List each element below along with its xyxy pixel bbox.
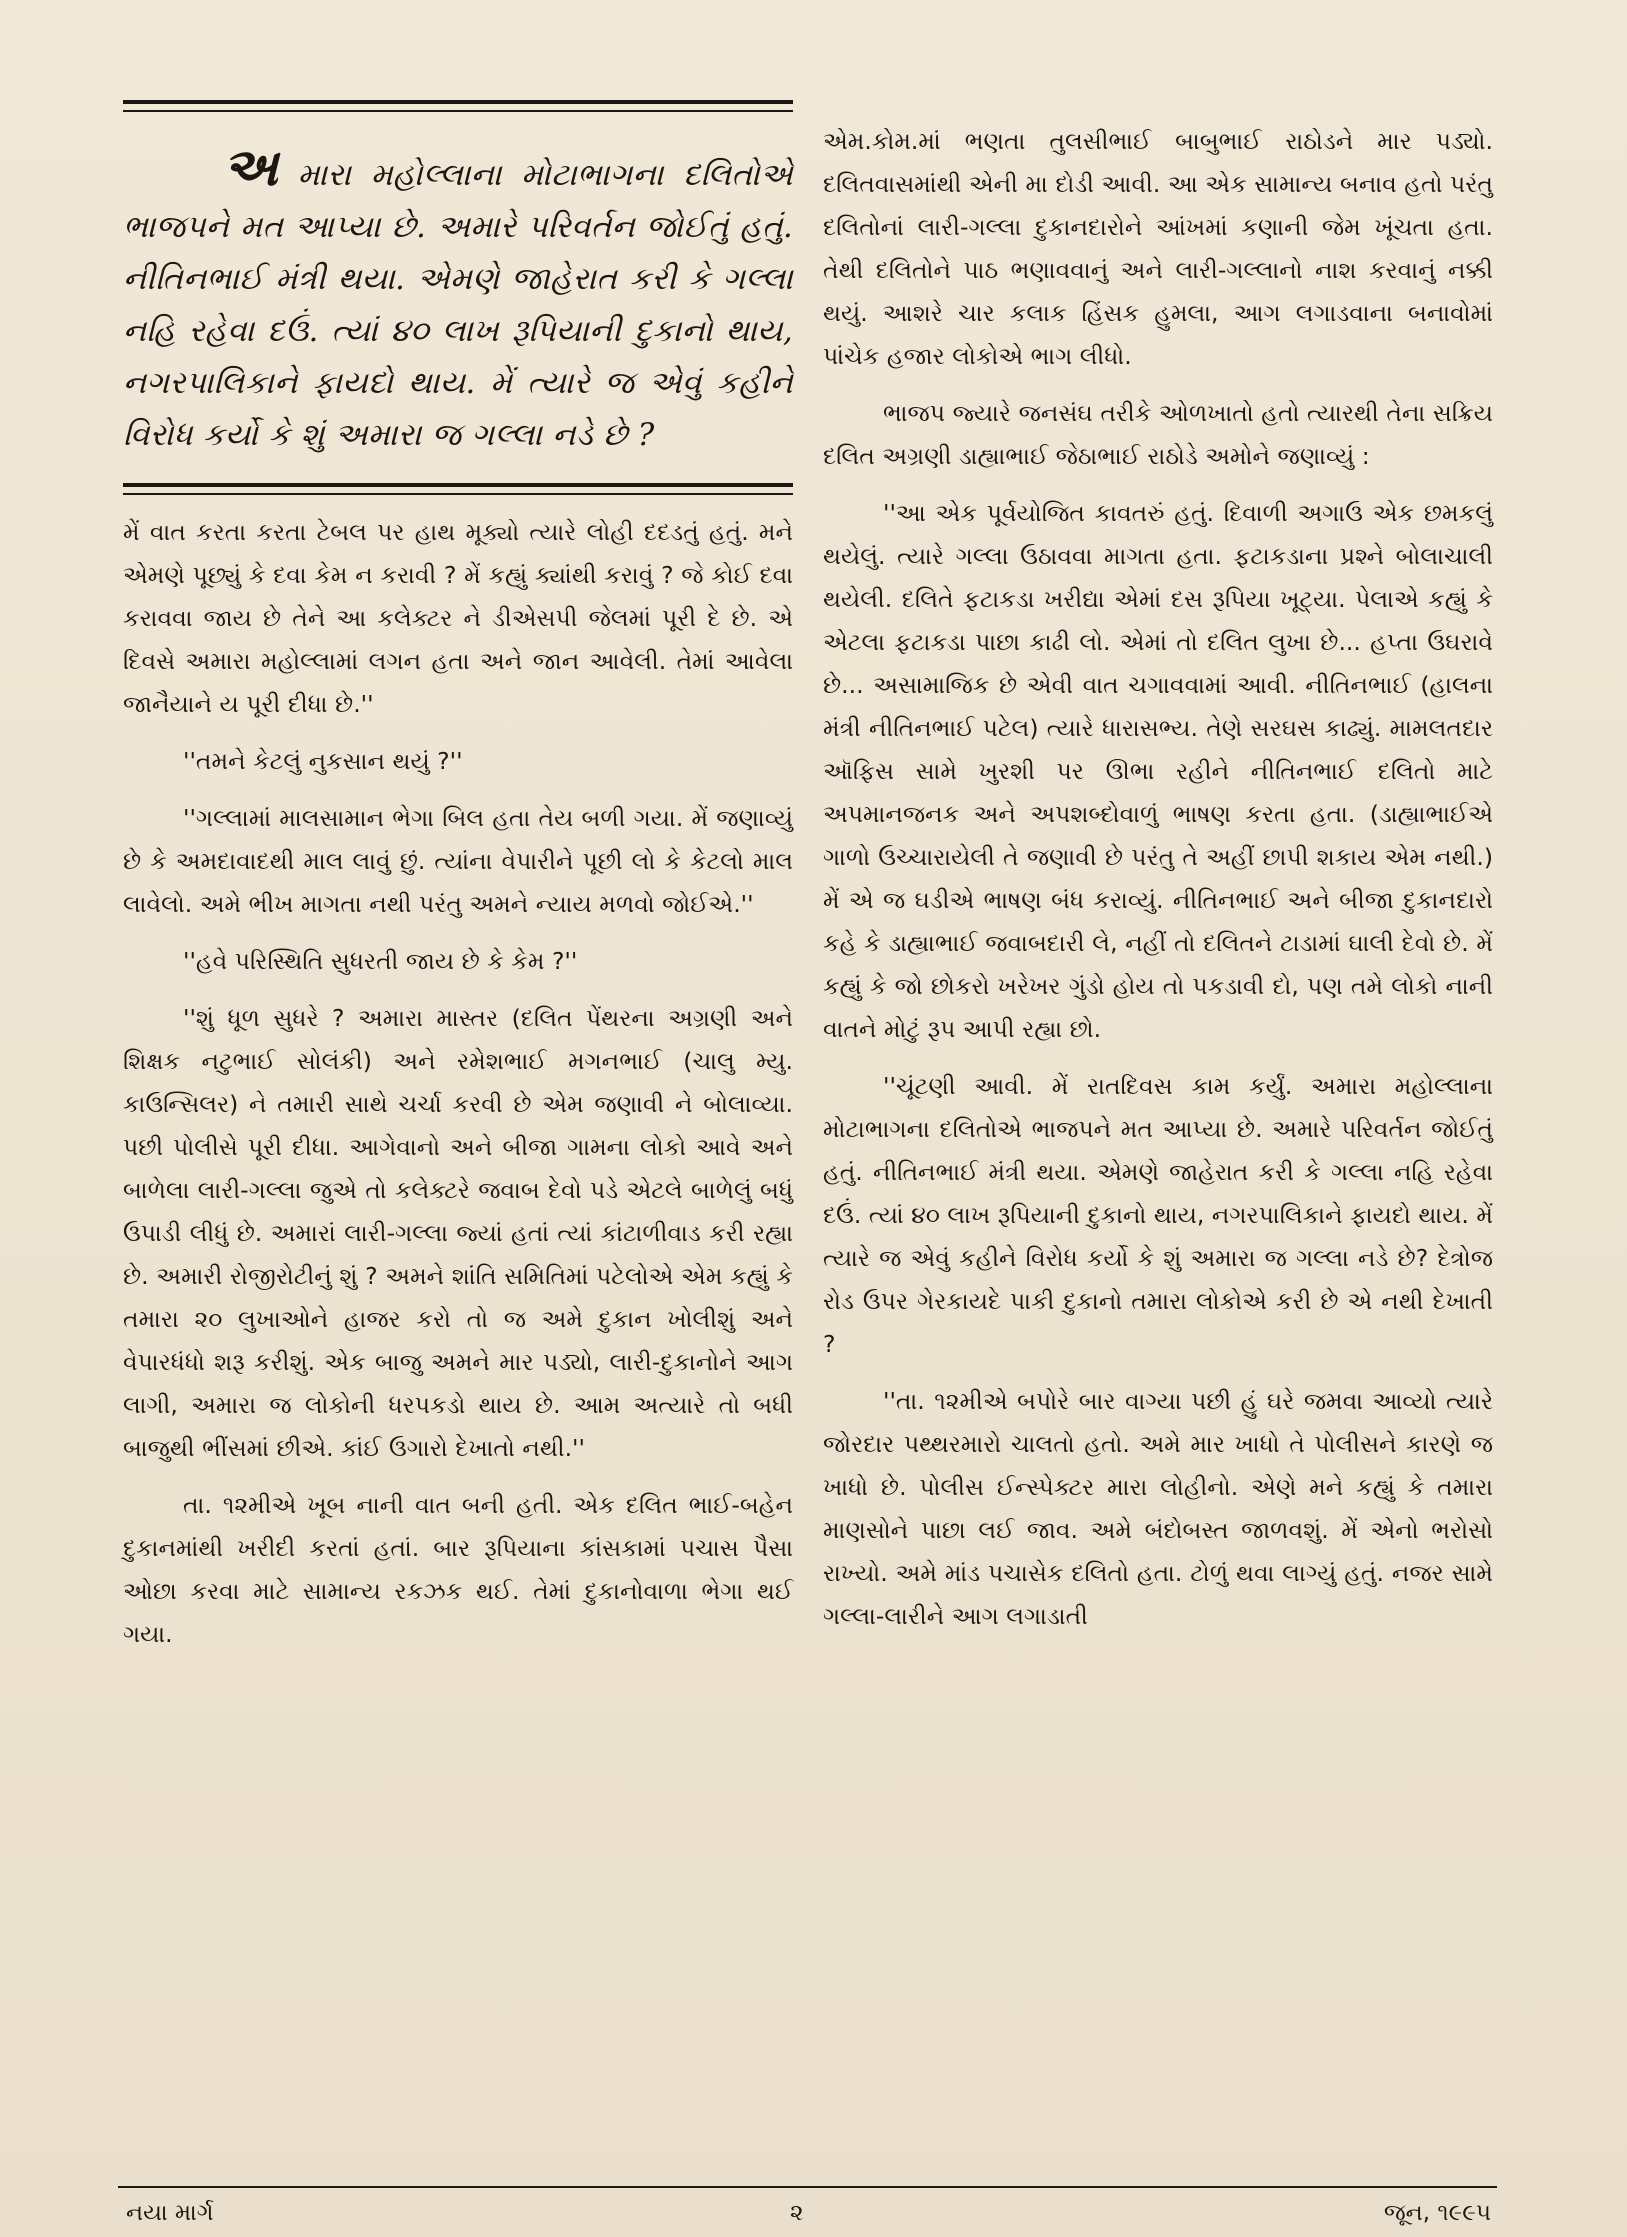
right-paragraph-2: ભાજપ જ્યારે જનસંઘ તરીકે ઓળખાતો હતો ત્યારથી તેના સક્રિય દલિત અગ્રણી ડાહ્યાભાઈ જેઠાભાઈ રાઠોડે અમોને જણાવ્યું :: [823, 399, 1493, 470]
left-column: [123, 100, 793, 1656]
pullquote-text: મારા મહોલ્લાના મોટાભાગના દલિતોએ ભાજપને મત આપ્યા છે. અમારે પરિવર્તન જોઈતું હતું. નીતિનભાઈ મંત્રી થયા. એમણે જાહેરાત કરી કે ગલ્લા નહિ રહેવા દઉં. ત્યાં ૪૦ લાખ રૂપિયાની દુકાનો થાય, નગરપાલિકાને ફાયદો થાય. મેં ત્યારે જ એવું કહીને વિરોધ કર્યો કે શું અમારા જ ગલ્લા નડે છે ?: [123, 157, 794, 453]
left-paragraph-1: મેં વાત કરતા કરતા ટેબલ પર હાથ મૂક્યો ત્યારે લોહી દદડતું હતું. મને એમણે પૂછ્યું કે દવા કેમ ન કરાવી ? મેં કહ્યું ક્યાંથી કરાવું ? જે કોઈ દવા કરાવવા જાય છે તેને આ કલેક્ટર ને ડીએસપી જેલમાં પૂરી દે છે. એ દિવસે અમારા મહોલ્લામાં લગન હતા અને જાન આવેલી. તેમાં આવેલા જાનૈયાને ય પૂરી દીધા છે.'': [123, 518, 793, 718]
left-paragraph-4: ''હવે પરિસ્થિતિ સુધરતી જાય છે કે કેમ ?'': [183, 947, 578, 975]
right-paragraph-5: ''તા. ૧૨મીએ બપોરે બાર વાગ્યા પછી હું ઘરે જમવા આવ્યો ત્યારે જોરદાર પથ્થરમારો ચાલતો હતો. અમે માર ખાધો તે પોલીસને કારણે જ ખાધો છે. પોલીસ ઈન્સ્પેક્ટર મારા લોહીનો. એણે મને કહ્યું કે તમારા માણસોને પાછા લઈ જાવ. અમે બંદોબસ્ત જાળવશું. મેં એનો ભરોસો રાખ્યો. અમે માંડ પચાસેક દલિતો હતા. ટોળું થવા લાગ્યું હતું. નજર સામે ગલ્લા-લારીને આગ લગાડાતી: [823, 1387, 1494, 1630]
pullquote-top-rule: [123, 100, 793, 112]
footer-date: જૂન, ૧૯૯૫: [1383, 2200, 1491, 2226]
left-paragraph-3: ''ગલ્લામાં માલસામાન ભેગા બિલ હતા તેય બળી ગયા. મેં જણાવ્યું છે કે અમદાવાદથી માલ લાવું છું. ત્યાંના વેપારીને પૂછી લો કે કેટલો માલ લાવેલો. અમે ભીખ માગતા નથી પરંતુ અમને ન્યાય મળવો જોઈએ.'': [123, 804, 793, 918]
right-paragraph-4: ''ચૂંટણી આવી. મેં રાતદિવસ કામ કર્યું. અમારા મહોલ્લાના મોટાભાગના દલિતોએ ભાજપને મત આપ્યા છે. અમારે પરિવર્તન જોઈતું હતું. નીતિનભાઈ મંત્રી થયા. એમણે જાહેરાત કરી કે ગલ્લા નહિ રહેવા દઉં. ત્યાં ૪૦ લાખ રૂપિયાની દુકાનો થાય, નગરપાલિકાને ફાયદો થાય. મેં ત્યારે જ એવું કહીને વિરોધ કર્યો કે શું અમારા જ ગલ્લા નડે છે? દેત્રોજ રોડ ઉપર ગેરકાયદે પાકી દુકાનો તમારા લોકોએ કરી છે એ નથી દેખાતી ?: [823, 1072, 1493, 1358]
footer-page-number: ૨: [790, 2200, 804, 2226]
right-paragraph-1: એમ.કોમ.માં ભણતા તુલસીભાઈ બાબુભાઈ રાઠોડને માર પડ્યો. દલિતવાસમાંથી એની મા દોડી આવી. આ એક સામાન્ય બનાવ હતો પરંતુ દલિતોનાં લારી-ગલ્લા દુકાનદારોને આંખમાં કણાની જેમ ખૂંચતા હતા. તેથી દલિતોને પાઠ ભણાવવાનું અને લારી-ગલ્લાનો નાશ કરવાનું નક્કી થયું. આશરે ચાર કલાક હિંસક હુમલા, આગ લગાડવાના બનાવોમાં પાંચેક હજાર લોકોએ ભાગ લીધો.: [823, 127, 1493, 370]
left-paragraph-5: ''શું ધૂળ સુધરે ? અમારા માસ્તર (દલિત પેંથરના અગ્રણી અને શિક્ષક નટુભાઈ સોલંકી) અને રમેશભાઈ મગનભાઈ (ચાલુ મ્યુ. કાઉન્સિલર) ને તમારી સાથે ચર્ચા કરવી છે એમ જણાવી ને બોલાવ્યા. પછી પોલીસે પૂરી દીધા. આગેવાનો અને બીજા ગામના લોકો આવે અને બાળેલા લારી-ગલ્લા જુએ તો કલેક્ટરે જવાબ દેવો પડે એટલે બાળેલું બધું ઉપાડી લીધું છે. અમારાં લારી-ગલ્લા જ્યાં હતાં ત્યાં કાંટાળીવાડ કરી રહ્યા છે. અમારી રોજીરોટીનું શું ? અમને શાંતિ સમિતિમાં પટેલોએ એમ કહ્યું કે તમારા ૨૦ લુખાઓને હાજર કરો તો જ અમે દુકાન ખોલીશું અને વેપારધંધો શરૂ કરીશું. એક બાજુ અમને માર પડ્યો, લારી-દુકાનોને આગ લાગી, અમારા જ લોકોની ધરપકડો થાય છે. આમ અત્યારે તો બધી બાજુથી ભીંસમાં છીએ. કાંઈ ઉગારો દેખાતો નથી.'': [123, 1004, 793, 1462]
right-paragraph-3: ''આ એક પૂર્વયોજિત કાવતરું હતું. દિવાળી અગાઉ એક છમકલું થયેલું. ત્યારે ગલ્લા ઉઠાવવા માગતા હતા. ફટાકડાના પ્રશ્ને બોલાચાલી થયેલી. દલિતે ફટાકડા ખરીદ્યા એમાં દસ રૂપિયા ખૂટ્યા. પેલાએ કહ્યું કે એટલા ફટાકડા પાછા કાઢી લો. એમાં તો દલિત લુખા છે... હપ્તા ઉઘરાવે છે... અસામાજિક છે એવી વાત ચગાવવામાં આવી. નીતિનભાઈ (હાલના મંત્રી નીતિનભાઈ પટેલ) ત્યારે ધારાસભ્ય. તેણે સરઘસ કાઢ્યું. મામલતદાર ઑફિસ સામે ખુરશી પર ઊભા રહીને નીતિનભાઈ દલિતો માટે અપમાનજનક અને અપશબ્દોવાળું ભાષણ કરતા હતા. (ડાહ્યાભાઈએ ગાળો ઉચ્ચારાયેલી તે જણાવી છે પરંતુ તે અહીં છાપી શકાય એમ નથી.) મેં એ જ ઘડીએ ભાષણ બંધ કરાવ્યું. નીતિનભાઈ અને બીજા દુકાનદારો કહે કે ડાહ્યાભાઈ જવાબદારી લે, નહીં તો દલિતને ટાડામાં ઘાલી દેવો છે. મેં કહ્યું કે જો છોકરો ખરેખર ગુંડો હોય તો પકડાવી દો, પણ તમે લોકો નાની વાતને મોટું રૂપ આપી રહ્યા છો.: [823, 499, 1493, 1043]
pullquote-bottom-rule: [123, 483, 793, 495]
footer-publication: નયા માર્ગ: [126, 2200, 214, 2226]
left-paragraph-6: તા. ૧૨મીએ ખૂબ નાની વાત બની હતી. એક દલિત ભાઈ-બહેન દુકાનમાંથી ખરીદી કરતાં હતાં. બાર રૂપિયાના કાંસકામાં પચાસ પૈસા ઓછા કરવા માટે સામાન્ય રકઝક થઈ. તેમાં દુકાનોવાળા ભેગા થઈ ગયા.: [123, 1491, 793, 1648]
right-column: [823, 120, 1493, 1638]
left-paragraph-2: ''તમને કેટલું નુકસાન થયું ?'': [183, 747, 463, 775]
page-footer: [118, 2186, 1497, 2226]
pullquote: [123, 112, 793, 483]
pullquote-dropcap: અ: [223, 137, 279, 198]
